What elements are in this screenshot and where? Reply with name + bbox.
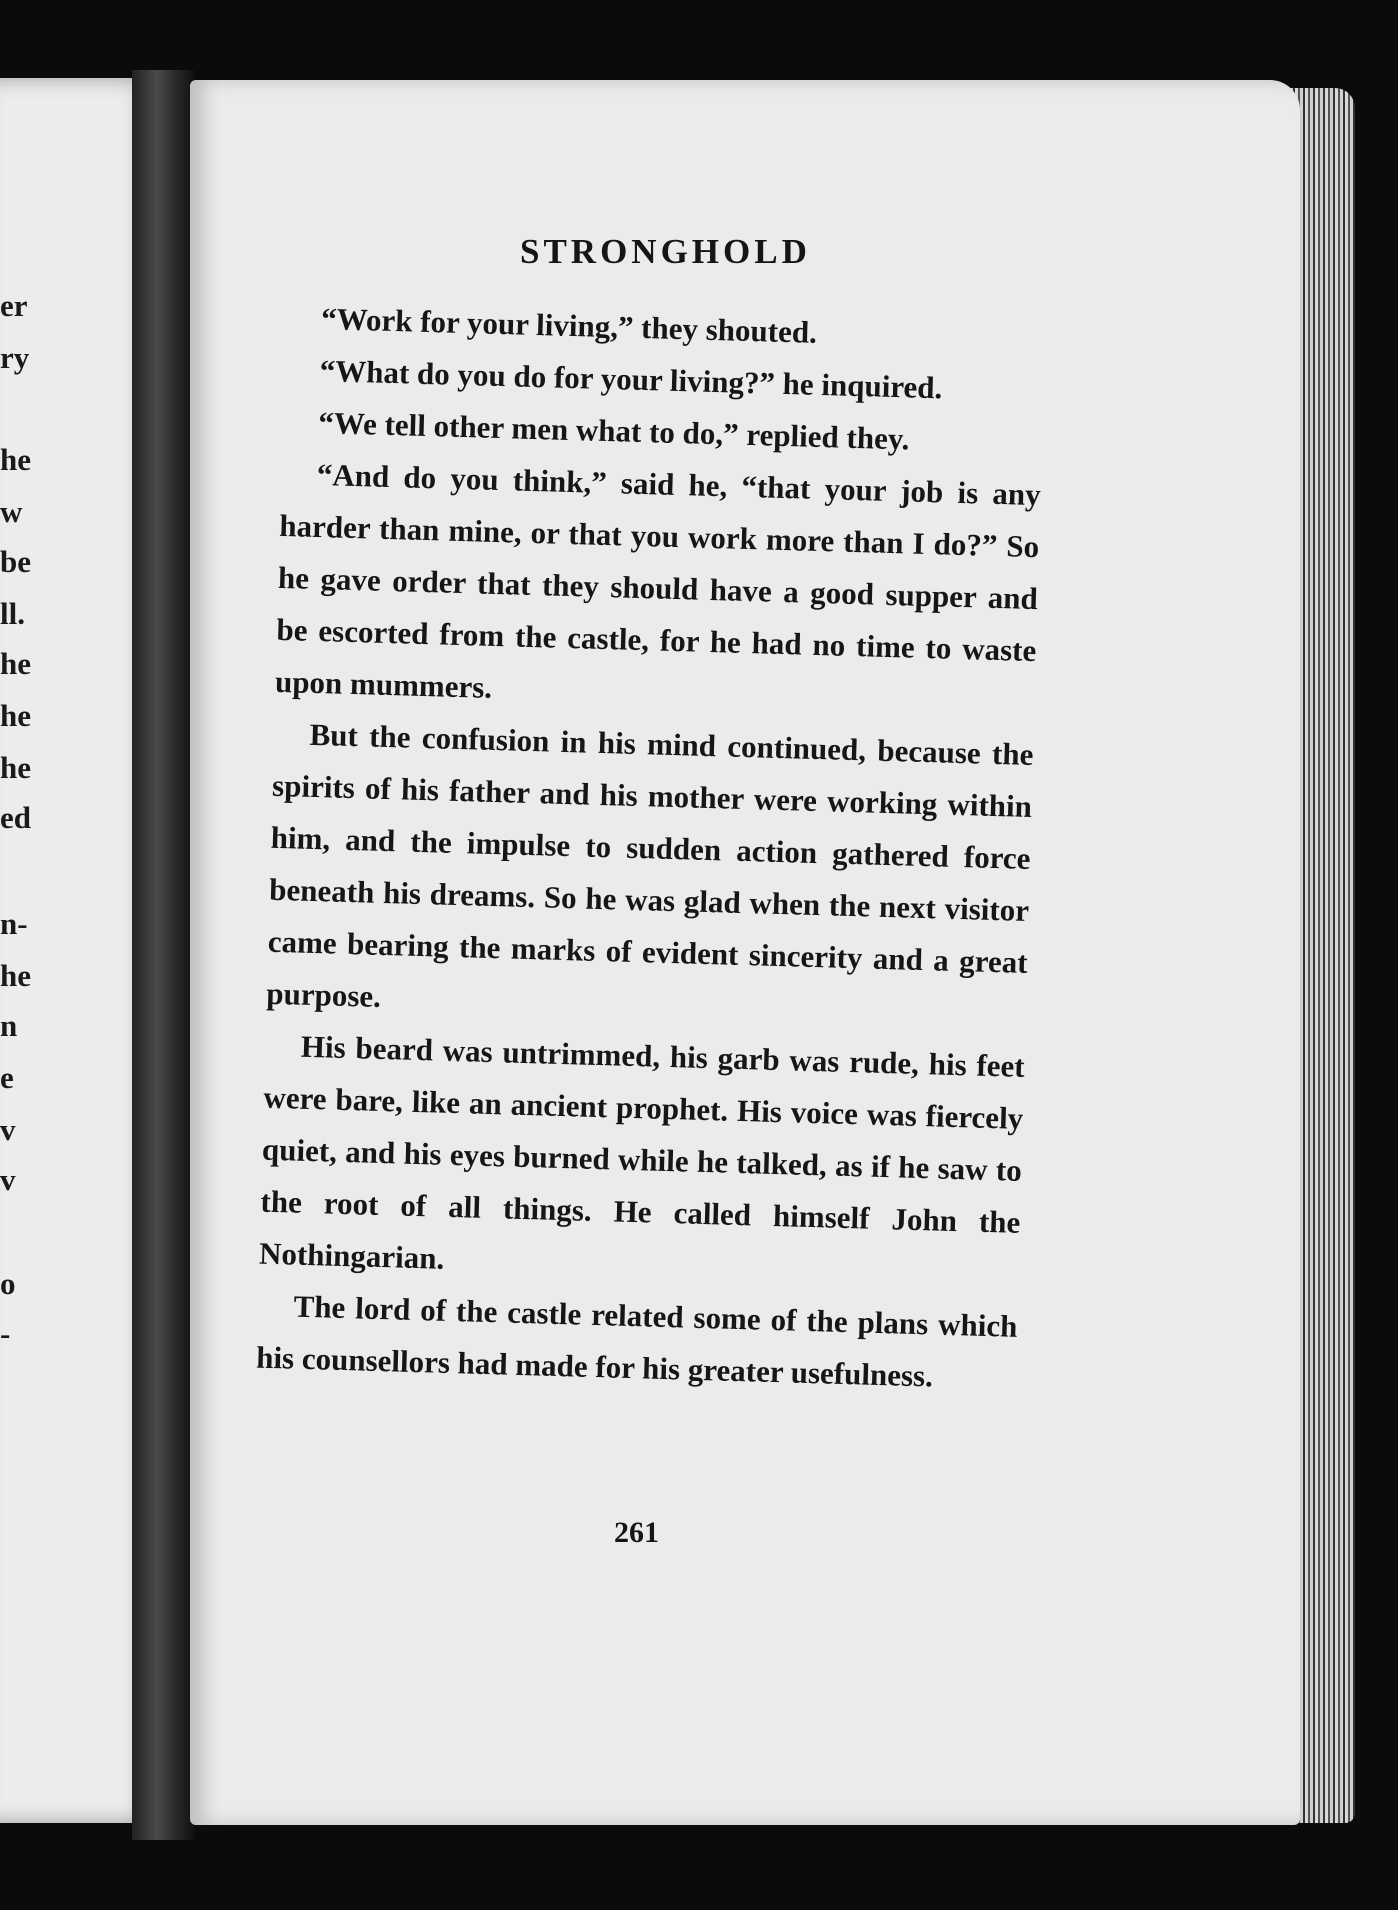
left-fragment: w xyxy=(0,494,23,529)
left-fragment: he xyxy=(0,442,31,477)
left-fragment: v xyxy=(0,1112,16,1147)
left-fragment: n- xyxy=(0,906,28,941)
left-fragment: v xyxy=(0,1162,16,1197)
body-text xyxy=(256,292,1046,1405)
left-fragment: - xyxy=(0,1316,11,1351)
page-number: 261 xyxy=(614,1516,659,1549)
left-fragment: he xyxy=(0,698,31,733)
paragraph: “We tell other men what to do,” replied they. xyxy=(317,404,910,457)
left-fragment: he xyxy=(0,958,31,993)
paragraph: “And do you think,” said he, “that your job is any harder than mine, or that you work more than I do?” So he gave order that they should have a good supper and be escorted from the castle, for he had no time to waste upon mummers. xyxy=(274,456,1042,705)
paragraph: But the confusion in his mind continued, because the spirits of his father and his mother were working within him, and the impulse to sudden action gathered force beneath his dreams. So he was glad when the next visitor came bearing the marks of evident sincerity and a great purpose. xyxy=(265,716,1034,1014)
left-fragment: be xyxy=(0,544,31,579)
left-fragment: ed xyxy=(0,800,31,835)
running-head: STRONGHOLD xyxy=(520,232,811,271)
left-fragment: o xyxy=(0,1266,16,1301)
left-fragment: he xyxy=(0,750,31,785)
left-fragment: ll. xyxy=(0,596,25,631)
paragraph: “Work for your living,” they shouted. xyxy=(320,301,818,350)
left-fragment: e xyxy=(0,1060,14,1095)
left-fragment: ry xyxy=(0,340,30,375)
book-gutter xyxy=(132,70,194,1840)
left-fragment: n xyxy=(0,1008,18,1043)
left-fragment: er xyxy=(0,288,28,323)
paragraph: The lord of the castle related some of the plans which his counsellors had made for his greater usefulness. xyxy=(255,1288,1018,1394)
paragraph: “What do you do for your living?” he inquired. xyxy=(319,352,943,406)
paragraph: His beard was untrimmed, his garb was rude, his feet were bare, like an ancient prophet. His voice was fiercely quiet, and his eyes burned while he talked, as if he saw to the root of all things. He called himself John the Nothingarian. xyxy=(258,1028,1026,1276)
left-fragment: he xyxy=(0,646,31,681)
